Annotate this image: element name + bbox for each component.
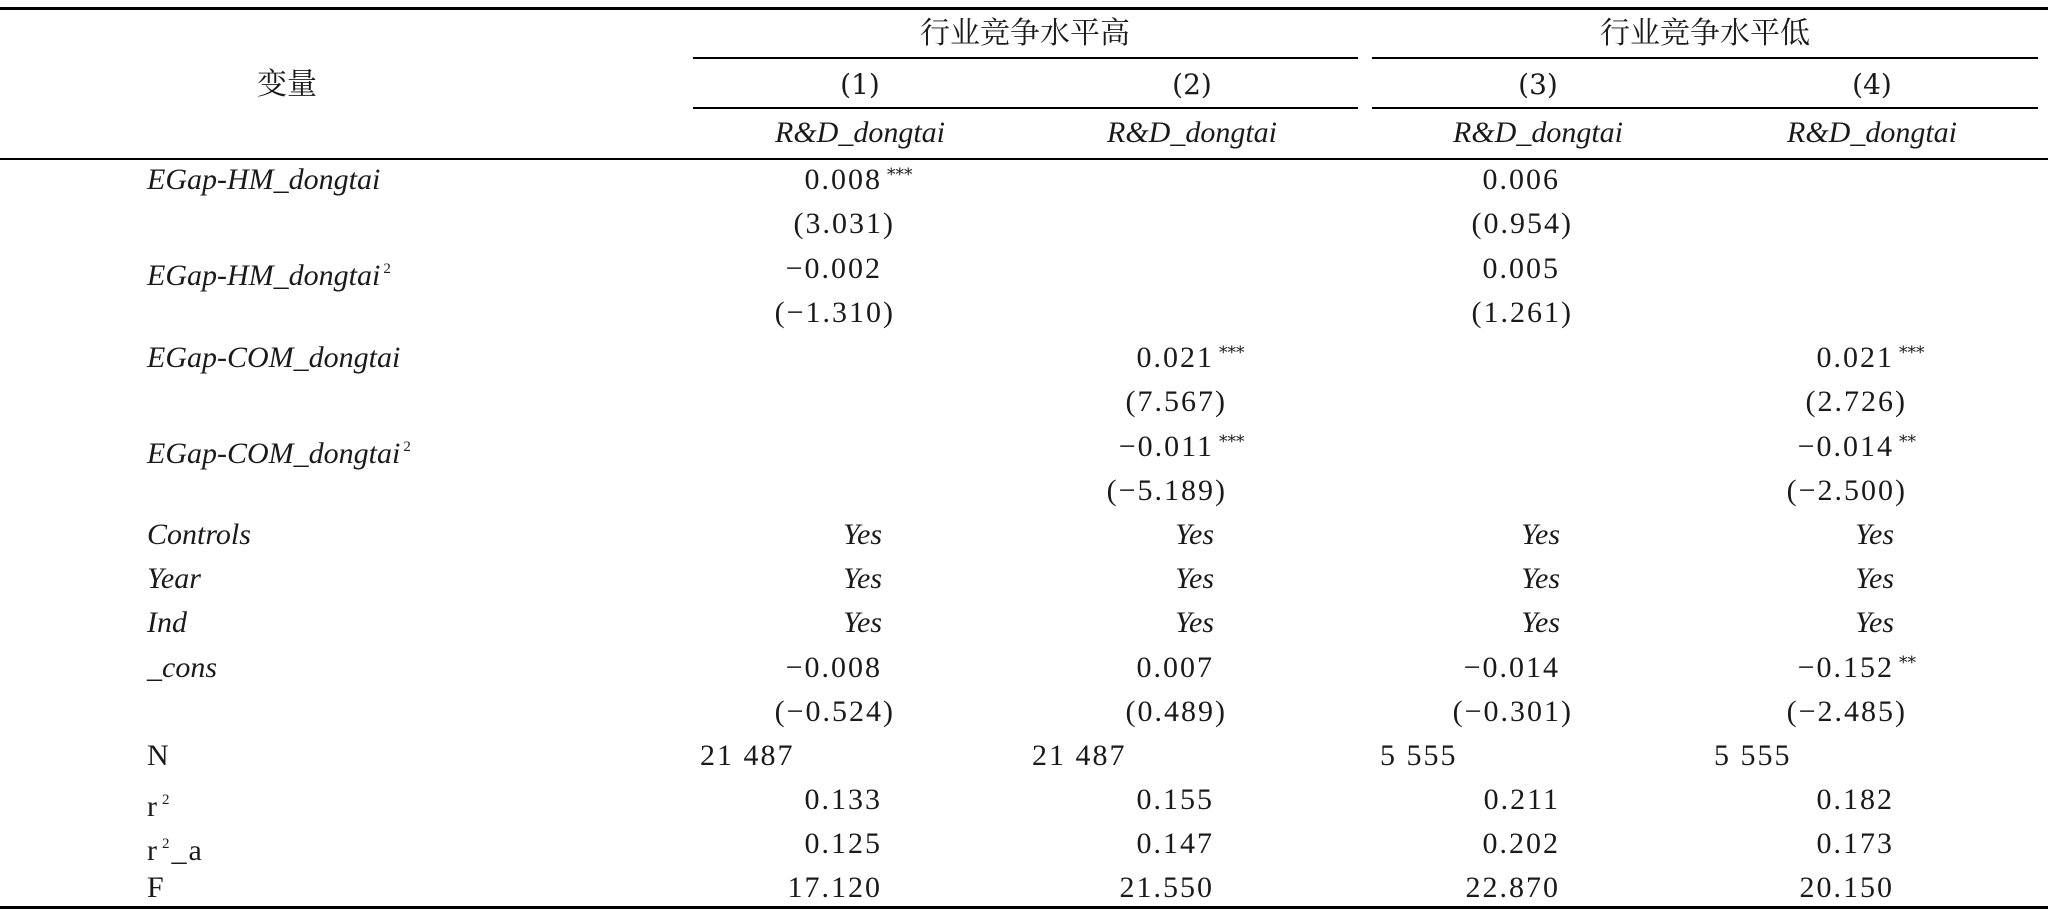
significance-stars: *** xyxy=(887,165,913,185)
column-number: (4) xyxy=(1852,68,1892,101)
coefficient: 0.008 xyxy=(804,163,882,196)
significance-stars: ** xyxy=(1899,653,1916,673)
control-flag: Yes xyxy=(843,562,882,595)
adjusted-r-squared: 0.147 xyxy=(1136,827,1214,860)
t-statistic: (−1.310) xyxy=(774,296,895,329)
group-low-header: 行业竞争水平低 xyxy=(1600,16,1810,51)
control-flag: Yes xyxy=(1175,518,1214,551)
row-label: Controls xyxy=(147,518,251,551)
row-label-squared: r $^2$ xyxy=(147,790,172,823)
adjusted-r-squared: 0.173 xyxy=(1816,827,1894,860)
t-statistic: (3.031) xyxy=(793,207,895,240)
f-statistic: 17.120 xyxy=(787,871,882,904)
f-statistic: 22.870 xyxy=(1465,871,1560,904)
group-low-rule xyxy=(1372,57,2038,59)
control-flag: Yes xyxy=(1521,606,1560,639)
dependent-variable: R&D_dongtai xyxy=(1107,116,1277,149)
t-statistic: (0.489) xyxy=(1125,695,1227,728)
row-label: Year xyxy=(147,562,201,595)
coefficient: −0.011 xyxy=(1118,430,1214,463)
column-number: (2) xyxy=(1172,68,1212,101)
row-label-squared: EGap-COM_dongtai $^2$ xyxy=(147,437,411,470)
coefficient: 0.021 xyxy=(1136,341,1214,374)
row-label: Ind xyxy=(147,606,187,639)
f-statistic: 20.150 xyxy=(1799,871,1894,904)
t-statistic: (0.954) xyxy=(1471,207,1573,240)
column-number: (3) xyxy=(1518,68,1558,101)
coefficient: −0.002 xyxy=(785,252,882,285)
r-squared: 0.211 xyxy=(1483,783,1560,816)
significance-stars: *** xyxy=(1219,432,1245,452)
significance-stars: ** xyxy=(1899,432,1916,452)
row-label-squared: EGap-HM_dongtai $^2$ xyxy=(147,259,391,292)
control-flag: Yes xyxy=(843,606,882,639)
variable-header: 变量 xyxy=(257,67,317,102)
coefficient: 0.005 xyxy=(1482,252,1560,285)
r-squared: 0.182 xyxy=(1816,783,1894,816)
t-statistic: (−2.500) xyxy=(1786,474,1907,507)
row-label: EGap-HM_dongtai xyxy=(147,163,381,196)
t-statistic: (−0.301) xyxy=(1452,695,1573,728)
row-label: N xyxy=(147,739,171,772)
header-bottom-rule xyxy=(0,158,2048,160)
column-number: (1) xyxy=(840,68,880,101)
coefficient: −0.014 xyxy=(1797,430,1894,463)
t-statistic: (−5.189) xyxy=(1106,474,1227,507)
t-statistic: (−2.485) xyxy=(1786,695,1907,728)
control-flag: Yes xyxy=(1855,518,1894,551)
r-squared: 0.133 xyxy=(804,783,882,816)
t-statistic: (−0.524) xyxy=(774,695,895,728)
bottom-rule xyxy=(0,906,2048,909)
control-flag: Yes xyxy=(1521,562,1560,595)
adjusted-r-squared: 0.125 xyxy=(804,827,882,860)
col-low-rule xyxy=(1372,107,2038,109)
row-label: EGap-COM_dongtai xyxy=(147,341,401,374)
sample-size: 21 487 xyxy=(700,739,795,772)
control-flag: Yes xyxy=(1175,606,1214,639)
top-rule xyxy=(0,7,2048,10)
coefficient: −0.014 xyxy=(1463,651,1560,684)
coefficient: 0.021 xyxy=(1816,341,1894,374)
significance-stars: *** xyxy=(1899,343,1925,363)
significance-stars: *** xyxy=(1219,343,1245,363)
control-flag: Yes xyxy=(1855,606,1894,639)
row-label: _cons xyxy=(147,651,217,684)
control-flag: Yes xyxy=(1175,562,1214,595)
t-statistic: (7.567) xyxy=(1125,385,1227,418)
f-statistic: 21.550 xyxy=(1119,871,1214,904)
control-flag: Yes xyxy=(1855,562,1894,595)
dependent-variable: R&D_dongtai xyxy=(1453,116,1623,149)
row-label: F xyxy=(147,871,166,904)
control-flag: Yes xyxy=(843,518,882,551)
coefficient: 0.007 xyxy=(1136,651,1214,684)
sample-size: 21 487 xyxy=(1032,739,1127,772)
t-statistic: (2.726) xyxy=(1805,385,1907,418)
group-high-rule xyxy=(693,57,1358,59)
r-squared: 0.155 xyxy=(1136,783,1214,816)
dependent-variable: R&D_dongtai xyxy=(1787,116,1957,149)
coefficient: 0.006 xyxy=(1482,163,1560,196)
control-flag: Yes xyxy=(1521,518,1560,551)
row-label-squared: r $^2$_a xyxy=(147,834,204,867)
coefficient: −0.152 xyxy=(1797,651,1894,684)
adjusted-r-squared: 0.202 xyxy=(1482,827,1560,860)
sample-size: 5 555 xyxy=(1714,739,1792,772)
t-statistic: (1.261) xyxy=(1471,296,1573,329)
coefficient: −0.008 xyxy=(785,651,882,684)
sample-size: 5 555 xyxy=(1380,739,1458,772)
group-high-header: 行业竞争水平高 xyxy=(920,16,1130,51)
dependent-variable: R&D_dongtai xyxy=(775,116,945,149)
col-high-rule xyxy=(693,107,1358,109)
